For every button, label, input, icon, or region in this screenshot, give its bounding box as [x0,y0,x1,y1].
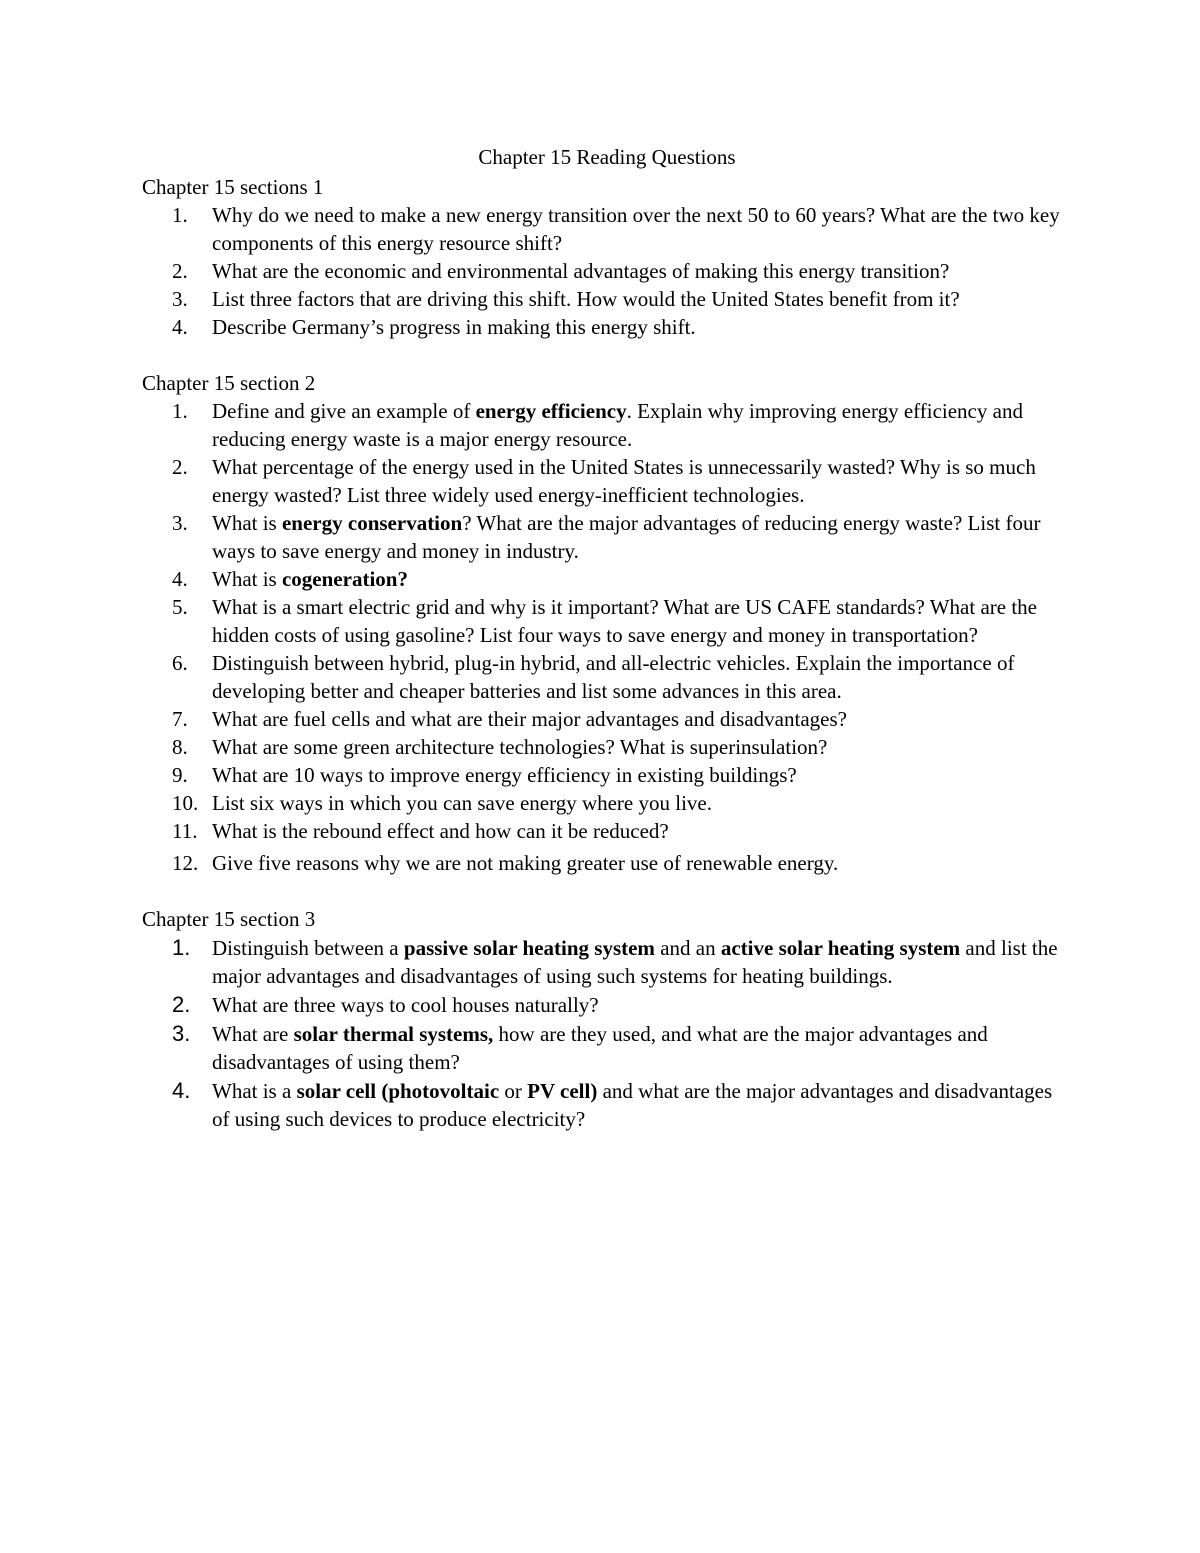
section-1 [142,173,1072,341]
question-list [142,397,1072,877]
question-number: 4. [172,315,188,339]
question-number: 3. [172,511,188,535]
text-segment: and list the major advantages and disadvantages of using such systems for heating buildings. [212,936,1058,988]
text-segment: What is [212,567,282,591]
bold-term: cogeneration? [281,567,408,591]
bold-term: PV cell) [527,1079,598,1103]
question-item [142,849,1072,877]
question-number: 7. [172,707,188,731]
text-segment: and what are the major advantages and disadvantages of using such devices to produce electricity? [212,1079,1053,1131]
question-text [212,203,1060,255]
text-segment: Why do we need to make a new energy transition over the next 50 to 60 years? What are the two key components of this energy resource shift? [212,203,1060,255]
text-segment: What are [212,1022,294,1046]
question-text [212,763,797,787]
document-page [142,143,1072,1161]
question-number: 12. [172,851,199,875]
question-item [142,397,1072,453]
text-segment: What are fuel cells and what are their major advantages and disadvantages? [212,707,847,731]
bold-term: solar thermal systems, [293,1022,494,1046]
question-number: 5. [172,595,188,619]
text-segment: Give five reasons why we are not making greater use of renewable energy. [212,851,839,875]
question-text [212,567,408,591]
question-item [142,509,1072,565]
question-item [142,257,1072,285]
text-segment: . Explain why improving energy efficiency and reducing energy waste is a major energy resource. [212,399,1023,451]
text-segment: What are three ways to cool houses naturally? [212,993,599,1017]
text-segment: List six ways in which you can save energy where you live. [212,791,712,815]
text-segment: List three factors that are driving this shift. How would the United States benefit from it? [212,287,960,311]
question-number: 3. [172,1021,191,1046]
question-text [212,455,1036,507]
question-text [212,1022,988,1074]
question-item [142,453,1072,509]
question-text [212,819,669,843]
text-segment: Distinguish between hybrid, plug-in hybrid, and all-electric vehicles. Explain the importance of developing better and cheaper batteries and list some advances in this area. [212,651,1015,703]
question-number: 10. [172,791,199,815]
text-segment: ? What are the major advantages of reducing energy waste? List four ways to save energy and money in industry. [212,511,1041,563]
section-heading: Chapter 15 section 2 [142,371,316,395]
question-number: 3. [172,287,188,311]
question-number: 2. [172,259,188,283]
question-text [212,315,696,339]
question-item [142,313,1072,341]
question-number: 2. [172,455,188,479]
section-heading: Chapter 15 sections 1 [142,175,324,199]
question-text [212,936,1058,988]
question-item [142,991,1072,1019]
bold-term: solar cell (photovoltaic [296,1079,500,1103]
text-segment: and an [654,936,721,960]
text-segment: or [499,1079,528,1103]
question-number: 1. [172,203,188,227]
question-item [142,1077,1072,1133]
question-item [142,1020,1072,1076]
question-item [142,285,1072,313]
question-item [142,705,1072,733]
section-heading: Chapter 15 section 3 [142,907,316,931]
question-number: 6. [172,651,188,675]
question-list [142,201,1072,341]
text-segment: What is the rebound effect and how can it be reduced? [212,819,669,843]
question-item [142,934,1072,990]
question-item [142,817,1072,845]
question-text [212,399,1023,451]
text-segment: What is [212,511,282,535]
text-segment: What are some green architecture technologies? What is superinsulation? [212,735,828,759]
question-item [142,565,1072,593]
section-3 [142,905,1072,1133]
text-segment: how are they used, and what are the major advantages and disadvantages of using them? [212,1022,988,1074]
question-list [142,934,1072,1133]
document-title: Chapter 15 Reading Questions [478,145,736,169]
text-segment: Describe Germany’s progress in making this energy shift. [212,315,696,339]
text-segment: What are the economic and environmental advantages of making this energy transition? [212,259,950,283]
question-text [212,791,712,815]
question-number: 4. [172,1078,191,1103]
question-text [212,707,847,731]
question-number: 8. [172,735,188,759]
question-text [212,511,1040,563]
question-number: 11. [172,819,198,843]
question-text [212,993,599,1017]
text-segment: What are 10 ways to improve energy efficiency in existing buildings? [212,763,797,787]
question-text [212,851,838,875]
text-segment: What is a smart electric grid and why is it important? What are US CAFE standards? What are the hidden costs of using gasoline? List four ways to save energy and money in transportation? [212,595,1037,647]
question-number: 2. [172,992,191,1017]
bold-term: passive solar heating system [403,936,655,960]
question-item [142,733,1072,761]
question-text [212,651,1014,703]
question-item [142,761,1072,789]
question-item [142,201,1072,257]
question-text [212,259,949,283]
text-segment: What percentage of the energy used in the United States is unnecessarily wasted? Why is so much energy wasted? List three widely used energy-inefficient technologies. [212,455,1036,507]
bold-term: energy efficiency [475,399,627,423]
question-item [142,789,1072,817]
text-segment: What is a [212,1079,297,1103]
question-text [212,287,960,311]
text-segment: Distinguish between a [212,936,404,960]
question-item [142,593,1072,649]
question-text [212,595,1037,647]
question-text [212,735,827,759]
question-item [142,649,1072,705]
question-text [212,1079,1052,1131]
sections-container [142,173,1072,1133]
question-number: 9. [172,763,188,787]
bold-term: active solar heating system [720,936,961,960]
text-segment: Define and give an example of [212,399,476,423]
question-number: 4. [172,567,188,591]
question-number: 1. [172,399,188,423]
bold-term: energy conservation [281,511,463,535]
question-number: 1. [172,935,191,960]
section-2 [142,369,1072,877]
